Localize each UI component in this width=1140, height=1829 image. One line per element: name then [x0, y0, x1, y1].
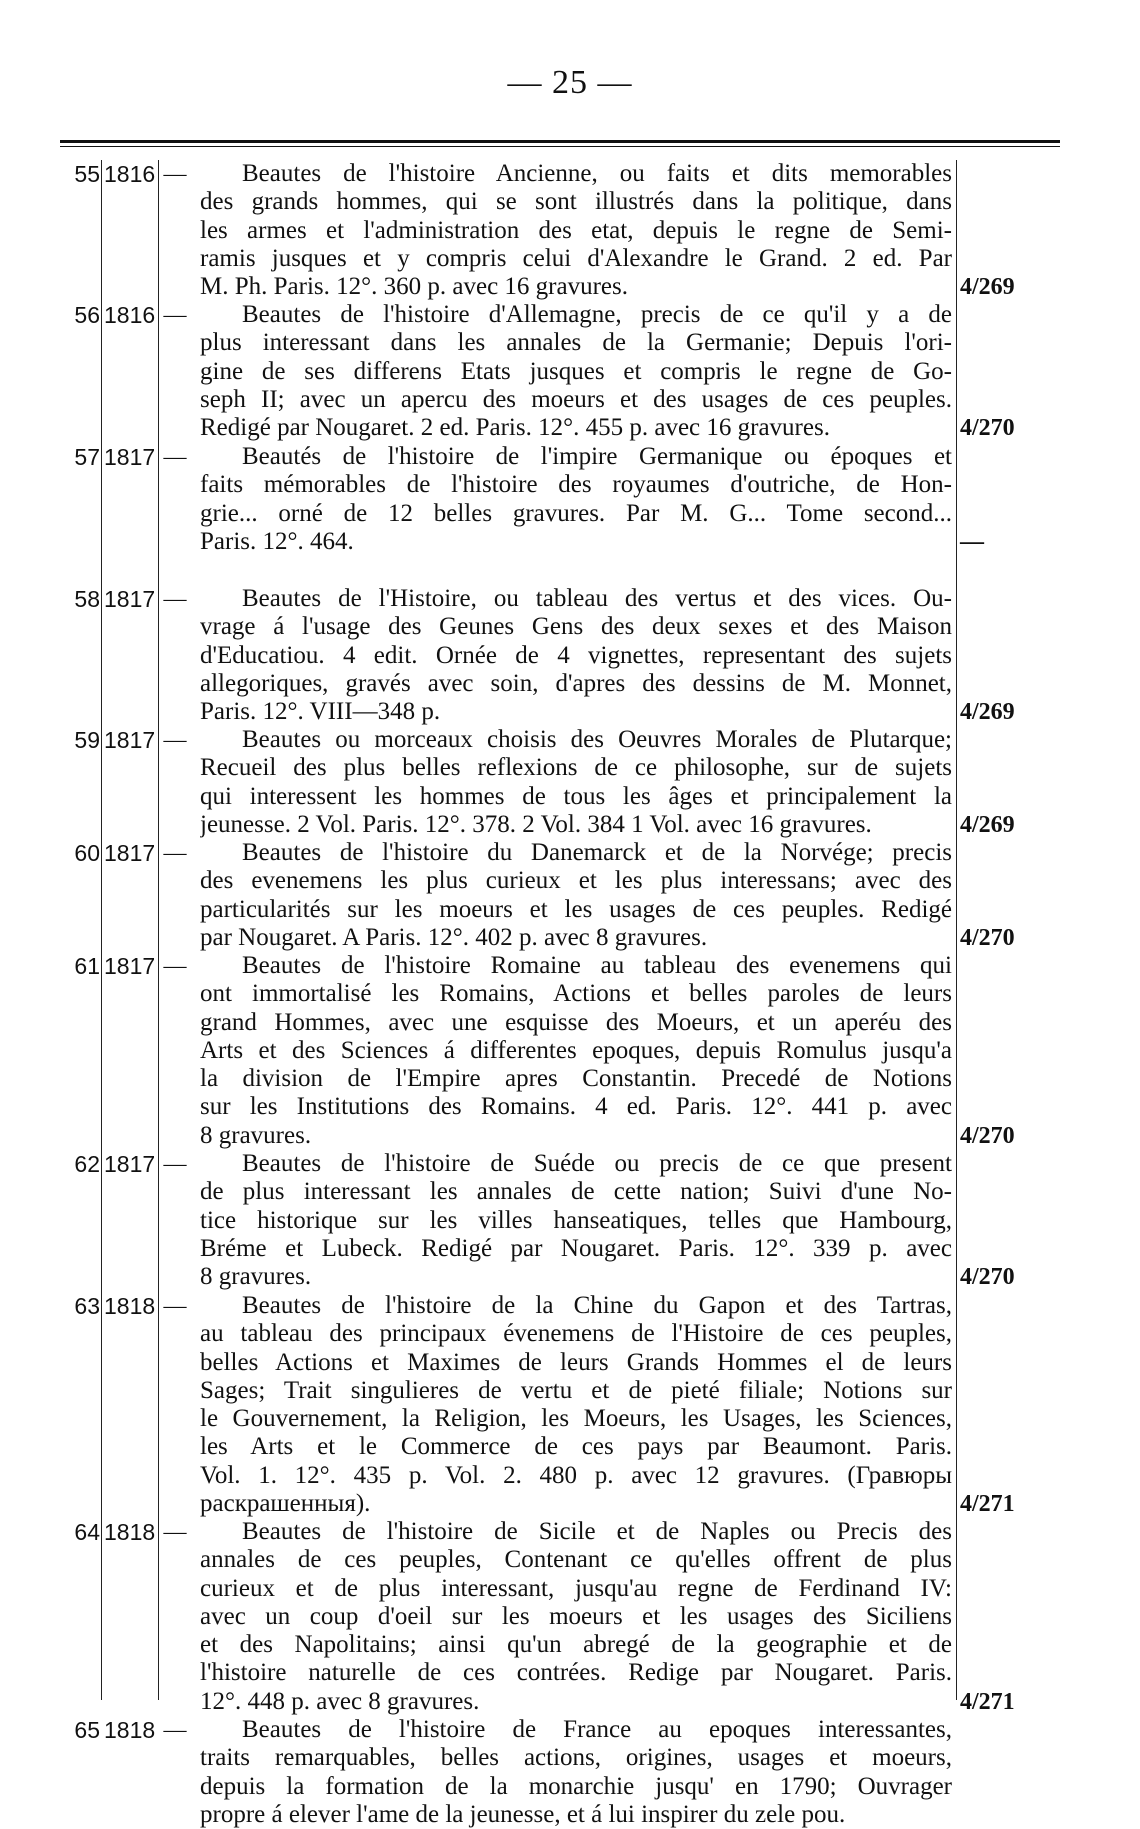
catalog-entry: [0, 1716, 1140, 1829]
entry-dash: —: [163, 727, 187, 752]
entry-dash: —: [163, 444, 187, 469]
entry-year: 1817: [104, 840, 156, 866]
description-line: plus interessant dans les annales de la Germanie; Depuis l'ori-: [200, 329, 952, 357]
entry-year: 1818: [104, 1519, 156, 1545]
entry-number: 63: [74, 1293, 100, 1319]
description-line: grand Hommes, avec une esquisse des Moeurs, et un aperéu des: [200, 1008, 952, 1036]
description-line: annales de ces peuples, Contenant ce qu'elles offrent de plus: [200, 1546, 952, 1574]
catalog-entry: [0, 952, 1140, 1150]
description-line: Paris. 12°. 464.: [200, 527, 354, 555]
header-rule: [60, 140, 1060, 147]
page-number: — 25 —: [507, 64, 633, 101]
entry-dash: —: [163, 1519, 187, 1544]
description-line: de plus interessant les annales de cette nation; Suivi d'une No-: [200, 1178, 952, 1206]
entry-number: 56: [74, 302, 100, 328]
entry-dash: —: [163, 1293, 187, 1318]
description-line: ont immortalisé les Romains, Actions et belles paroles de leurs: [200, 980, 952, 1008]
description-line: Paris. 12°. VIII—348 p.: [200, 698, 441, 726]
entry-description: [200, 726, 952, 839]
shelf-code: —: [960, 528, 984, 555]
entry-dash: —: [163, 161, 187, 186]
description-line: M. Ph. Paris. 12°. 360 p. avec 16 gravures.: [200, 273, 628, 301]
entry-number: 57: [74, 444, 100, 470]
description-line: 12°. 448 p. avec 8 gravures.: [200, 1687, 480, 1715]
entry-number: 59: [74, 727, 100, 753]
description-line: tice historique sur les villes hanseatiques, telles que Hambourg,: [200, 1206, 952, 1234]
description-line: Beautes ou morceaux choisis des Oeuvres Morales de Plutarque;: [242, 726, 952, 753]
description-line: Vol. 1. 12°. 435 p. Vol. 2. 480 p. avec 12 gravures. (Гравюры: [200, 1461, 952, 1489]
entry-dash: —: [163, 586, 187, 611]
entry-description: [200, 839, 952, 952]
entry-description: [200, 1150, 952, 1291]
entry-number: 58: [74, 586, 100, 612]
description-line: qui interessent les hommes de tous les âges et principalement la: [200, 782, 952, 810]
catalog-entry: [0, 1292, 1140, 1518]
entry-year: 1817: [104, 586, 156, 612]
entry-number: 62: [74, 1151, 100, 1177]
shelf-code: 4/271: [960, 1688, 1015, 1715]
catalog-entry: [0, 839, 1140, 952]
description-line: allegoriques, gravés avec soin, d'apres des dessins de M. Monnet,: [200, 669, 952, 697]
entry-description: [200, 585, 952, 726]
description-line: Beautes de l'histoire d'Allemagne, precis de ce qu'il y a de: [242, 301, 952, 328]
shelf-code: 4/271: [960, 1491, 1015, 1518]
description-line: 8 gravures.: [200, 1263, 312, 1291]
entry-dash: —: [163, 1151, 187, 1176]
description-line: Beautes de l'Histoire, ou tableau des vertus et des vices. Ou-: [242, 585, 952, 612]
shelf-code: 4/269: [960, 699, 1015, 726]
description-line: Sages; Trait singulieres de vertu et de pieté filiale; Notions sur: [200, 1376, 952, 1404]
description-line: depuis la formation de la monarchie jusqu' en 1790; Ouvrager: [200, 1772, 952, 1800]
description-line: Beautes de l'histoire de Suéde ou precis de ce que present: [242, 1150, 952, 1177]
description-line: belles Actions et Maximes de leurs Grands Hommes el de leurs: [200, 1348, 952, 1376]
entry-year: 1818: [104, 1717, 156, 1743]
description-line: faits mémorables de l'histoire des royaumes d'outriche, de Hon-: [200, 471, 952, 499]
description-line: et des Napolitains; ainsi qu'un abregé de la geographie et de: [200, 1631, 952, 1659]
description-line: Beautes de l'histoire de la Chine du Gapon et des Tartras,: [242, 1292, 952, 1319]
shelf-code: 4/270: [960, 1264, 1015, 1291]
description-line: Beautés de l'histoire de l'impire Germanique ou époques et: [242, 443, 952, 470]
catalog-entry: [0, 1150, 1140, 1292]
shelf-code: 4/270: [960, 924, 1015, 951]
description-line: vrage á l'usage des Geunes Gens des deux sexes et des Maison: [200, 613, 952, 641]
description-line: avec un coup d'oeil sur les moeurs et les usages des Siciliens: [200, 1602, 952, 1630]
entry-year: 1817: [104, 727, 156, 753]
shelf-code: 4/270: [960, 1122, 1015, 1149]
description-line: grie... orné de 12 belles gravures. Par M. G... Tome second...: [200, 499, 952, 527]
catalog-entry: [0, 585, 1140, 727]
description-line: sur les Institutions des Romains. 4 ed. Paris. 12°. 441 p. avec: [200, 1093, 952, 1121]
catalog-entry: [0, 1518, 1140, 1716]
entry-description: [200, 1292, 952, 1518]
description-line: l'histoire naturelle de ces contrées. Redige par Nougaret. Paris.: [200, 1659, 952, 1687]
description-line: gine de ses differens Etats jusques et compris le regne de Go-: [200, 357, 952, 385]
entry-dash: —: [163, 1717, 187, 1742]
description-line: Arts et des Sciences á differentes epoques, depuis Romulus jusqu'a: [200, 1036, 952, 1064]
description-line: d'Educatiou. 4 edit. Ornée de 4 vignettes, representant des sujets: [200, 641, 952, 669]
entry-number: 55: [74, 161, 100, 187]
entry-description: [200, 1716, 952, 1829]
entry-number: 61: [74, 953, 100, 979]
entry-year: 1816: [104, 302, 156, 328]
description-line: les armes et l'administration des etat, depuis le regne de Semi-: [200, 216, 952, 244]
entry-year: 1817: [104, 1151, 156, 1177]
description-line: Bréme et Lubeck. Redigé par Nougaret. Paris. 12°. 339 p. avec: [200, 1234, 952, 1262]
description-line: seph II; avec un apercu des moeurs et des usages de ces peuples.: [200, 385, 952, 413]
description-line: des grands hommes, qui se sont illustrés dans la politique, dans: [200, 188, 952, 216]
catalog-table: [0, 160, 1140, 1828]
description-line: les Arts et le Commerce de ces pays par Beaumont. Paris.: [200, 1433, 952, 1461]
entry-number: 65: [74, 1717, 100, 1743]
description-line: au tableau des principaux évenemens de l'Histoire de ces peuples,: [200, 1320, 952, 1348]
entry-number: 64: [74, 1519, 100, 1545]
description-line: Beautes de l'histoire de France au epoques interessantes,: [242, 1716, 952, 1743]
description-line: раскрашенныя).: [200, 1490, 371, 1518]
entry-year: 1816: [104, 161, 156, 187]
description-line: curieux et de plus interessant, jusqu'au regne de Ferdinand IV:: [200, 1574, 952, 1602]
description-line: Redigé par Nougaret. 2 ed. Paris. 12°. 455 p. avec 16 gravures.: [200, 414, 830, 442]
entry-year: 1817: [104, 444, 156, 470]
description-line: jeunesse. 2 Vol. Paris. 12°. 378. 2 Vol. 384 1 Vol. avec 16 gravures.: [200, 810, 872, 838]
entry-number: 60: [74, 840, 100, 866]
description-line: 8 gravures.: [200, 1121, 312, 1149]
entry-year: 1817: [104, 953, 156, 979]
description-line: Beautes de l'histoire Ancienne, ou faits et dits memorables: [242, 160, 952, 187]
description-line: le Gouvernement, la Religion, les Moeurs, les Usages, les Sciences,: [200, 1405, 952, 1433]
entry-year: 1818: [104, 1293, 156, 1319]
shelf-code: 4/269: [960, 274, 1015, 301]
description-line: par Nougaret. A Paris. 12°. 402 p. avec 8 gravures.: [200, 923, 708, 951]
catalog-entry: [0, 443, 1140, 556]
entry-description: [200, 952, 952, 1150]
entry-description: [200, 443, 952, 556]
entry-dash: —: [163, 953, 187, 978]
description-line: des evenemens les plus curieux et les plus interessans; avec des: [200, 867, 952, 895]
entry-dash: —: [163, 302, 187, 327]
description-line: Beautes de l'histoire du Danemarck et de la Norvége; precis: [242, 839, 952, 866]
entry-dash: —: [163, 840, 187, 865]
description-line: traits remarquables, belles actions, origines, usages et moeurs,: [200, 1744, 952, 1772]
entry-description: [200, 160, 952, 301]
entry-description: [200, 301, 952, 442]
shelf-code: 4/270: [960, 415, 1015, 442]
description-line: Beautes de l'histoire Romaine au tableau des evenemens qui: [242, 952, 952, 979]
description-line: particularités sur les moeurs et les usages de ces peuples. Redigé: [200, 895, 952, 923]
shelf-code: 4/269: [960, 811, 1015, 838]
entry-description: [200, 1518, 952, 1716]
description-line: Recueil des plus belles reflexions de ce philosophe, sur de sujets: [200, 754, 952, 782]
catalog-entry: [0, 301, 1140, 443]
description-line: la division de l'Empire apres Constantin. Precedé de Notions: [200, 1065, 952, 1093]
description-line: ramis jusques et y compris celui d'Alexandre le Grand. 2 ed. Par: [200, 244, 952, 272]
description-line: Beautes de l'histoire de Sicile et de Naples ou Precis des: [242, 1518, 952, 1545]
description-line: propre á elever l'ame de la jeunesse, et á lui inspirer du zele pou.: [200, 1800, 846, 1828]
catalog-entry: [0, 726, 1140, 839]
catalog-entry: [0, 160, 1140, 302]
